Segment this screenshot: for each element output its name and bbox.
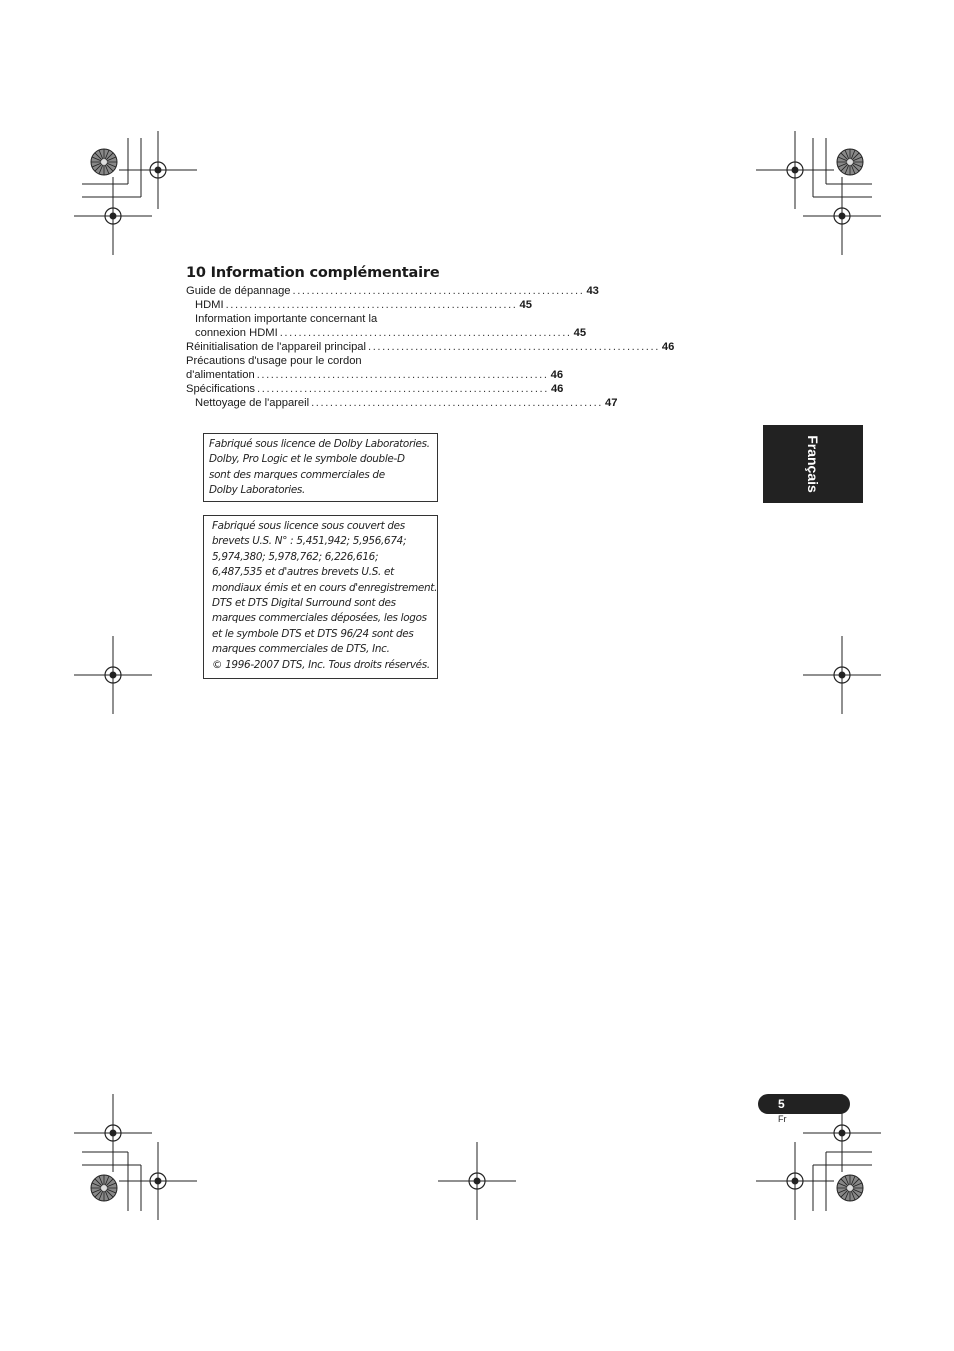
toc-entry[interactable] [186,284,599,298]
toc-leader-dots: .............................................................. [225,299,518,311]
notice-line: mondiaux émis et en cours d'enregistrement. [212,581,438,594]
toc-entry[interactable] [186,396,618,410]
toc-entry[interactable] [186,368,564,382]
toc-entry-page: 43 [586,285,599,297]
page-language-code: Fr [778,1114,787,1124]
language-tab [763,425,863,503]
notice-line: 5,974,380; 5,978,762; 6,226,616; [212,550,379,563]
dolby-notice [203,433,438,502]
registration-crosshair-icon [74,177,152,255]
registration-sun-icon [837,149,863,175]
toc-entry-label-line1[interactable]: Précautions d'usage pour le cordon [186,355,362,367]
toc-entry-page: 45 [573,327,587,339]
registration-sun-icon [837,1175,863,1201]
toc-leader-dots: .............................................................. [368,341,660,353]
toc-entry-label: Réinitialisation de l'appareil principal [186,341,366,353]
notice-line: Fabriqué sous licence sous couvert des [212,520,405,532]
toc-entry-page: 47 [605,397,618,409]
notice-line: marques commerciales déposées, les logos [212,612,427,625]
section-title: 10 Information complémentaire [186,265,440,281]
registration-crosshair-icon [119,1142,197,1220]
page-number: 5 [778,1097,785,1111]
registration-crosshair-icon [438,1142,516,1220]
registration-crosshair-icon [74,636,152,714]
toc-entry-label-line1[interactable]: Information importante concernant la [195,313,378,325]
toc-entry-page: 45 [519,299,532,311]
notice-line: 6,487,535 et d'autres brevets U.S. et [212,566,394,579]
notice-line: Dolby Laboratories. [209,484,306,497]
toc-entry-label: Guide de dépannage [186,285,291,297]
toc-entry-page: 46 [550,383,564,395]
notice-line: DTS et DTS Digital Surround sont des [212,597,396,610]
notice-line: Fabriqué sous licence de Dolby Laboratories. [209,438,430,450]
notice-line: brevets U.S. N° : 5,451,942; 5,956,674; [212,535,407,548]
registration-crosshair-icon [74,1094,152,1172]
registration-sun-icon [91,1175,117,1201]
toc-leader-dots: .............................................................. [257,383,549,395]
toc-entry[interactable] [186,326,587,340]
toc-leader-dots: .............................................................. [279,327,572,339]
toc-leader-dots: .............................................................. [311,397,604,409]
toc-entry-page: 46 [550,369,564,381]
registration-sun-icon [91,149,117,175]
toc-entry-label: connexion HDMI [195,327,278,339]
toc-leader-dots: .............................................................. [292,285,585,297]
notice-line: et le symbole DTS et DTS 96/24 sont des [212,627,414,640]
notice-line: Dolby, Pro Logic et le symbole double-D [209,453,405,466]
table-of-contents [186,284,675,410]
dts-notice [203,515,438,679]
toc-leader-dots: .............................................................. [256,369,549,381]
registration-crosshair-icon [756,1142,834,1220]
toc-entry[interactable] [186,298,532,312]
language-tab-label: Français [805,435,821,493]
toc-entry[interactable] [186,382,564,396]
page-number-badge [758,1094,850,1114]
registration-crosshair-icon [803,177,881,255]
toc-entry-label: HDMI [195,299,224,311]
toc-entry-page: 46 [661,341,675,353]
toc-entry[interactable] [186,340,675,354]
toc-entry-label: d'alimentation [186,369,255,381]
notice-line: sont des marques commerciales de [209,468,385,481]
toc-entry-label: Spécifications [186,383,256,395]
notice-line: © 1996-2007 DTS, Inc. Tous droits réservés. [212,658,430,671]
toc-entry-label: Nettoyage de l'appareil [195,397,310,409]
registration-crosshair-icon [803,636,881,714]
notice-line: marques commerciales de DTS, Inc. [212,643,390,656]
